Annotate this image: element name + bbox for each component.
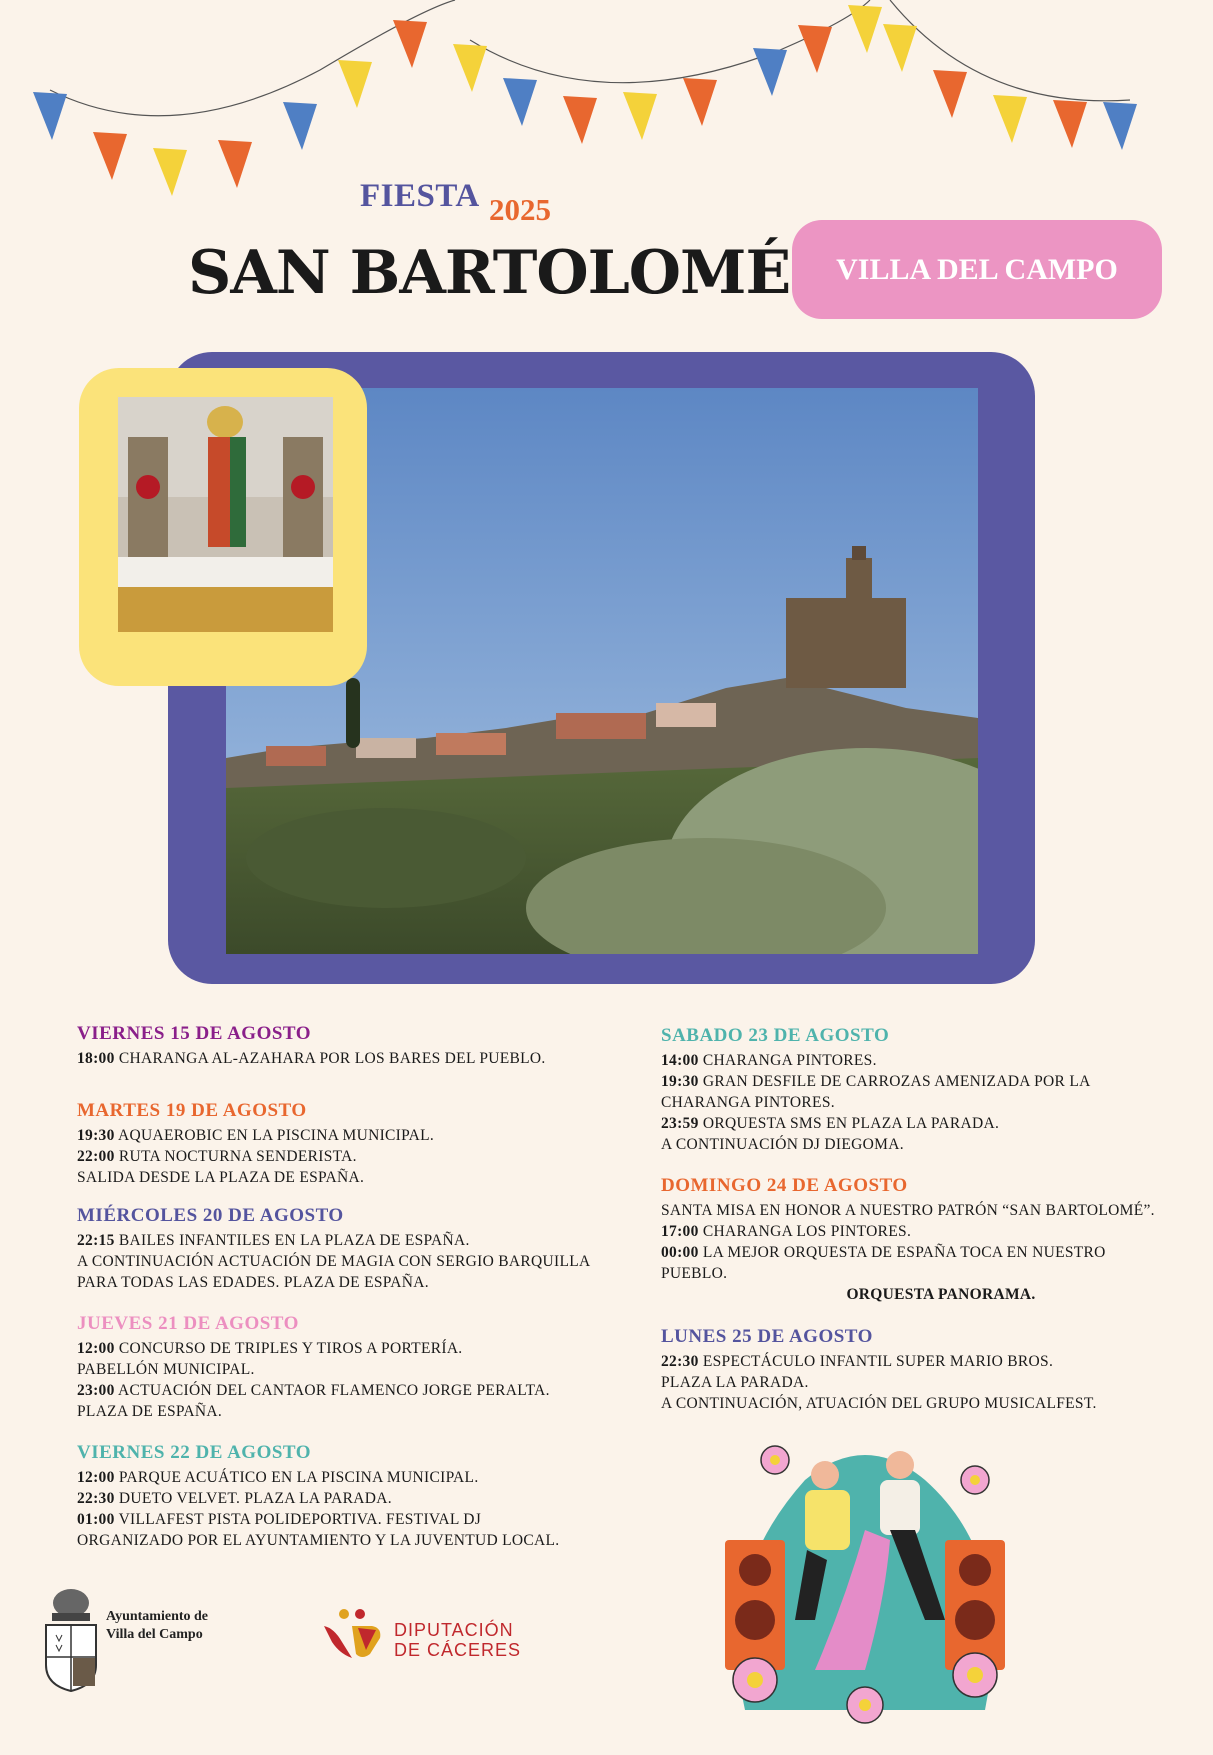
event-text: BAILES INFANTILES EN LA PLAZA DE ESPAÑA. [114,1232,470,1249]
bunting-flag [93,132,127,180]
day-heading: MIÉRCOLES 20 DE AGOSTO [77,1205,344,1226]
diputacion-line2: DE CÁCERES [394,1640,522,1660]
dancers-illustration [715,1420,1015,1725]
day-heading: SABADO 23 DE AGOSTO [661,1025,890,1046]
bunting-flag [683,78,717,126]
bunting-flag [283,102,317,150]
event-text: A CONTINUACIÓN, ATUACIÓN DEL GRUPO MUSICALFEST. [661,1395,1097,1412]
event-line [661,1393,1213,1414]
saint-photo [118,397,333,632]
event-line [77,1359,637,1380]
day-block [77,1442,637,1551]
day-block [661,1025,1213,1155]
ayuntamiento-line2: Villa del Campo [106,1627,203,1642]
event-time: 22:00 [77,1148,115,1165]
event-line [77,1401,637,1422]
day-heading: MARTES 19 DE AGOSTO [77,1100,307,1121]
bunting-flag [503,78,537,126]
event-text: ORQUESTA SMS EN PLAZA LA PARADA. [698,1115,1000,1132]
day-block [661,1175,1213,1305]
event-text: PLAZA DE ESPAÑA. [77,1403,223,1420]
village-label: VILLA DEL CAMPO [836,252,1118,286]
event-text: SALIDA DESDE LA PLAZA DE ESPAÑA. [77,1169,365,1186]
diputacion-logo-icon [322,1608,386,1660]
event-time: 19:30 [77,1127,115,1144]
event-line [77,1380,637,1401]
event-text: CHARANGA AL-AZAHARA POR LOS BARES DEL PUEBLO. [114,1050,546,1067]
bunting-flag [798,25,832,73]
event-text: ESPECTÁCULO INFANTIL SUPER MARIO BROS. [698,1353,1054,1370]
event-time: 22:30 [77,1490,115,1507]
event-line [661,1113,1213,1134]
event-line [77,1272,637,1293]
event-line [661,1134,1213,1155]
bunting-flag [563,96,597,144]
event-line [661,1284,1213,1305]
event-text: CHARANGA PINTORES. [698,1052,877,1069]
event-time: 17:00 [661,1223,699,1240]
bunting-flag [33,92,67,140]
event-text: RUTA NOCTURNA SENDERISTA. [114,1148,357,1165]
bunting-flag [393,20,427,68]
bunting-decoration [0,0,1213,220]
event-time: 23:59 [661,1115,699,1132]
diputacion-line1: DIPUTACIÓN [394,1620,514,1640]
event-text: CHARANGA PINTORES. [661,1094,835,1111]
event-line [661,1351,1213,1372]
event-line [661,1263,1213,1284]
bunting-flag [218,140,252,188]
event-line [77,1230,637,1251]
event-line [661,1050,1213,1071]
bunting-flag [1103,102,1137,150]
event-text: SANTA MISA EN HONOR A NUESTRO PATRÓN “SAN BARTOLOMÉ”. [661,1202,1155,1219]
event-time: 19:30 [661,1073,699,1090]
bunting-flag [623,92,657,140]
event-time: 01:00 [77,1511,115,1528]
event-line [661,1372,1213,1393]
event-text: AQUAEROBIC EN LA PISCINA MUNICIPAL. [114,1127,435,1144]
event-text: ACTUACIÓN DEL CANTAOR FLAMENCO JORGE PERALTA. [114,1382,550,1399]
event-time: 12:00 [77,1469,115,1486]
event-text: A CONTINUACIÓN DJ DIEGOMA. [661,1136,904,1153]
bunting-flag [453,44,487,92]
bunting-flag [753,48,787,96]
event-text: A CONTINUACIÓN ACTUACIÓN DE MAGIA CON SERGIO BARQUILLA [77,1253,591,1270]
day-heading: LUNES 25 DE AGOSTO [661,1326,873,1347]
event-text: ORQUESTA PANORAMA. [846,1286,1036,1303]
event-time: 00:00 [661,1244,699,1261]
event-line [661,1242,1213,1263]
event-line [77,1338,637,1359]
day-heading: DOMINGO 24 DE AGOSTO [661,1175,908,1196]
event-text: PARQUE ACUÁTICO EN LA PISCINA MUNICIPAL. [114,1469,479,1486]
day-block [77,1023,637,1069]
event-line [661,1221,1213,1242]
event-line [77,1146,637,1167]
event-text: PABELLÓN MUNICIPAL. [77,1361,255,1378]
coat-of-arms-icon [42,1585,100,1693]
event-line [77,1467,637,1488]
bunting-flag [1053,100,1087,148]
fiesta-label: FIESTA [360,178,480,214]
event-time: 14:00 [661,1052,699,1069]
event-text: ORGANIZADO POR EL AYUNTAMIENTO Y LA JUVENTUD LOCAL. [77,1532,560,1549]
day-heading: JUEVES 21 DE AGOSTO [77,1313,299,1334]
day-block [661,1326,1213,1414]
event-line [77,1488,637,1509]
event-text: CONCURSO DE TRIPLES Y TIROS A PORTERÍA. [114,1340,463,1357]
event-text: LA MEJOR ORQUESTA DE ESPAÑA TOCA EN NUESTRO [698,1244,1106,1261]
day-block [77,1100,637,1188]
bunting-flag [153,148,187,196]
event-line [661,1071,1213,1092]
event-text: PUEBLO. [661,1265,728,1282]
event-line [661,1092,1213,1113]
event-time: 12:00 [77,1340,115,1357]
event-time: 22:15 [77,1232,115,1249]
ayuntamiento-line1: Ayuntamiento de [106,1609,209,1624]
event-time: 18:00 [77,1050,115,1067]
day-heading: VIERNES 15 DE AGOSTO [77,1023,312,1044]
event-text: PLAZA LA PARADA. [661,1374,809,1391]
bunting-flag [933,70,967,118]
event-line [77,1530,637,1551]
event-time: 22:30 [661,1353,699,1370]
event-line [77,1251,637,1272]
event-line [77,1048,637,1069]
event-text: VILLAFEST PISTA POLIDEPORTIVA. FESTIVAL DJ [114,1511,482,1528]
event-text: CHARANGA LOS PINTORES. [698,1223,912,1240]
day-block [77,1313,637,1422]
bunting-flag [993,95,1027,143]
bunting-flag [883,24,917,72]
page-title: SAN BARTOLOMÉ [188,238,791,308]
event-text: DUETO VELVET. PLAZA LA PARADA. [114,1490,392,1507]
event-line [77,1167,637,1188]
event-line [77,1509,637,1530]
year-label: 2025 [489,192,551,227]
event-line [661,1200,1213,1221]
bunting-flag [338,60,372,108]
event-text: GRAN DESFILE DE CARROZAS AMENIZADA POR LA [698,1073,1091,1090]
bunting-flag [848,5,882,53]
day-block [77,1205,637,1293]
event-time: 23:00 [77,1382,115,1399]
event-text: PARA TODAS LAS EDADES. PLAZA DE ESPAÑA. [77,1274,429,1291]
day-heading: VIERNES 22 DE AGOSTO [77,1442,312,1463]
event-line [77,1125,637,1146]
village-badge [792,220,1162,319]
